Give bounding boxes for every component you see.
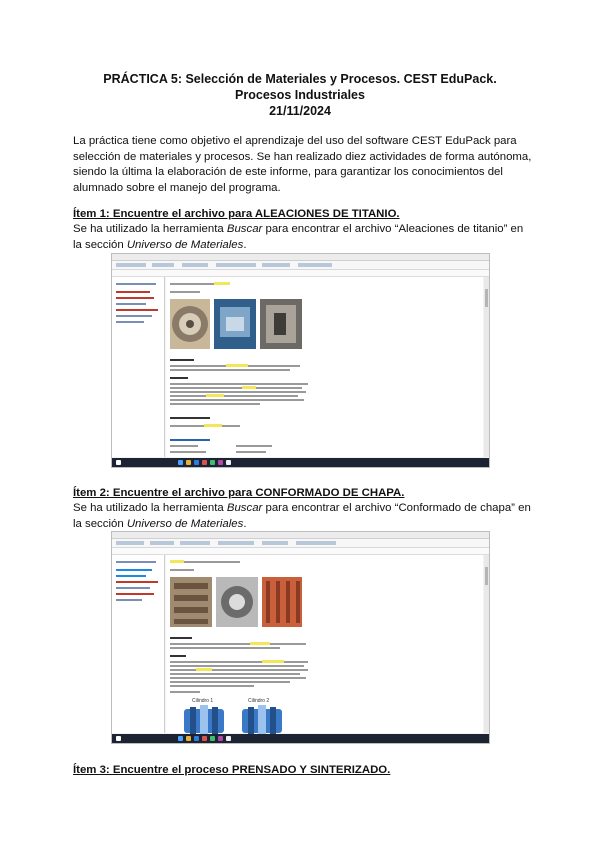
cylinder-1-label: Cilindro 1 (192, 698, 214, 704)
screenshot-sheet-forming (111, 531, 490, 744)
window-sidebar (112, 277, 165, 457)
item2-text-mid: para encontrar el archivo “Conformado de chapa” en la sección (73, 502, 531, 530)
document-date: 21/11/2024 (269, 104, 331, 118)
item1-heading: Ítem 1: Encuentre el archivo para ALEACIONES DE TITANIO. (73, 208, 400, 220)
document-subtitle: Procesos Industriales (235, 88, 365, 102)
window-main-panel (166, 277, 483, 457)
window-tabs (112, 548, 489, 555)
window-main-panel (166, 555, 483, 733)
item1-section-name: Universo de Materiales (126, 238, 244, 251)
item2-paragraph (73, 501, 533, 532)
item2-text-pre: Se ha utilizado la herramienta (73, 502, 227, 514)
scrollbar (484, 555, 489, 733)
item1-text-pre: Se ha utilizado la herramienta (73, 223, 227, 235)
item2-section-name: Universo de Materiales (126, 517, 244, 530)
sheet-forming-photos (170, 577, 302, 627)
intro-paragraph: La práctica tiene como objetivo el aprendizaje del uso del software CEST EduPack para selección de materiales y procesos. Se han realizado diez actividades de forma autónoma, siendo la última la elaboración de este informe, para garantizar los conocimientos del alumnado sobre el manejo del programa. (73, 135, 532, 194)
window-tabs (112, 270, 489, 277)
window-sidebar (112, 555, 165, 733)
titanium-photos (170, 299, 302, 349)
document-title: PRÁCTICA 5: Selección de Materiales y Procesos. CEST EduPack. (103, 72, 497, 86)
window-titlebar (112, 532, 489, 539)
item2-tool-name: Buscar (226, 502, 263, 514)
cylinder-diagrams (180, 705, 290, 735)
item2-text-end: . (243, 517, 247, 530)
window-toolbar (112, 539, 489, 548)
window-toolbar (112, 261, 489, 270)
item3-heading: Ítem 3: Encuentre el proceso PRENSADO Y SINTERIZADO. (73, 764, 391, 776)
item1-tool-name: Buscar (226, 223, 263, 235)
scrollbar (484, 277, 489, 457)
item1-text-mid: para encontrar el archivo “Aleaciones de titanio” en la sección (73, 223, 524, 251)
screenshot-titanium-alloys (111, 253, 490, 468)
windows-taskbar (112, 734, 489, 743)
window-titlebar (112, 254, 489, 261)
item2-heading: Ítem 2: Encuentre el archivo para CONFORMADO DE CHAPA. (73, 487, 405, 499)
cylinder-2-label: Cilindro 2 (248, 698, 270, 704)
windows-taskbar (112, 458, 489, 467)
item1-paragraph (73, 222, 533, 253)
item1-text-end: . (243, 238, 247, 251)
